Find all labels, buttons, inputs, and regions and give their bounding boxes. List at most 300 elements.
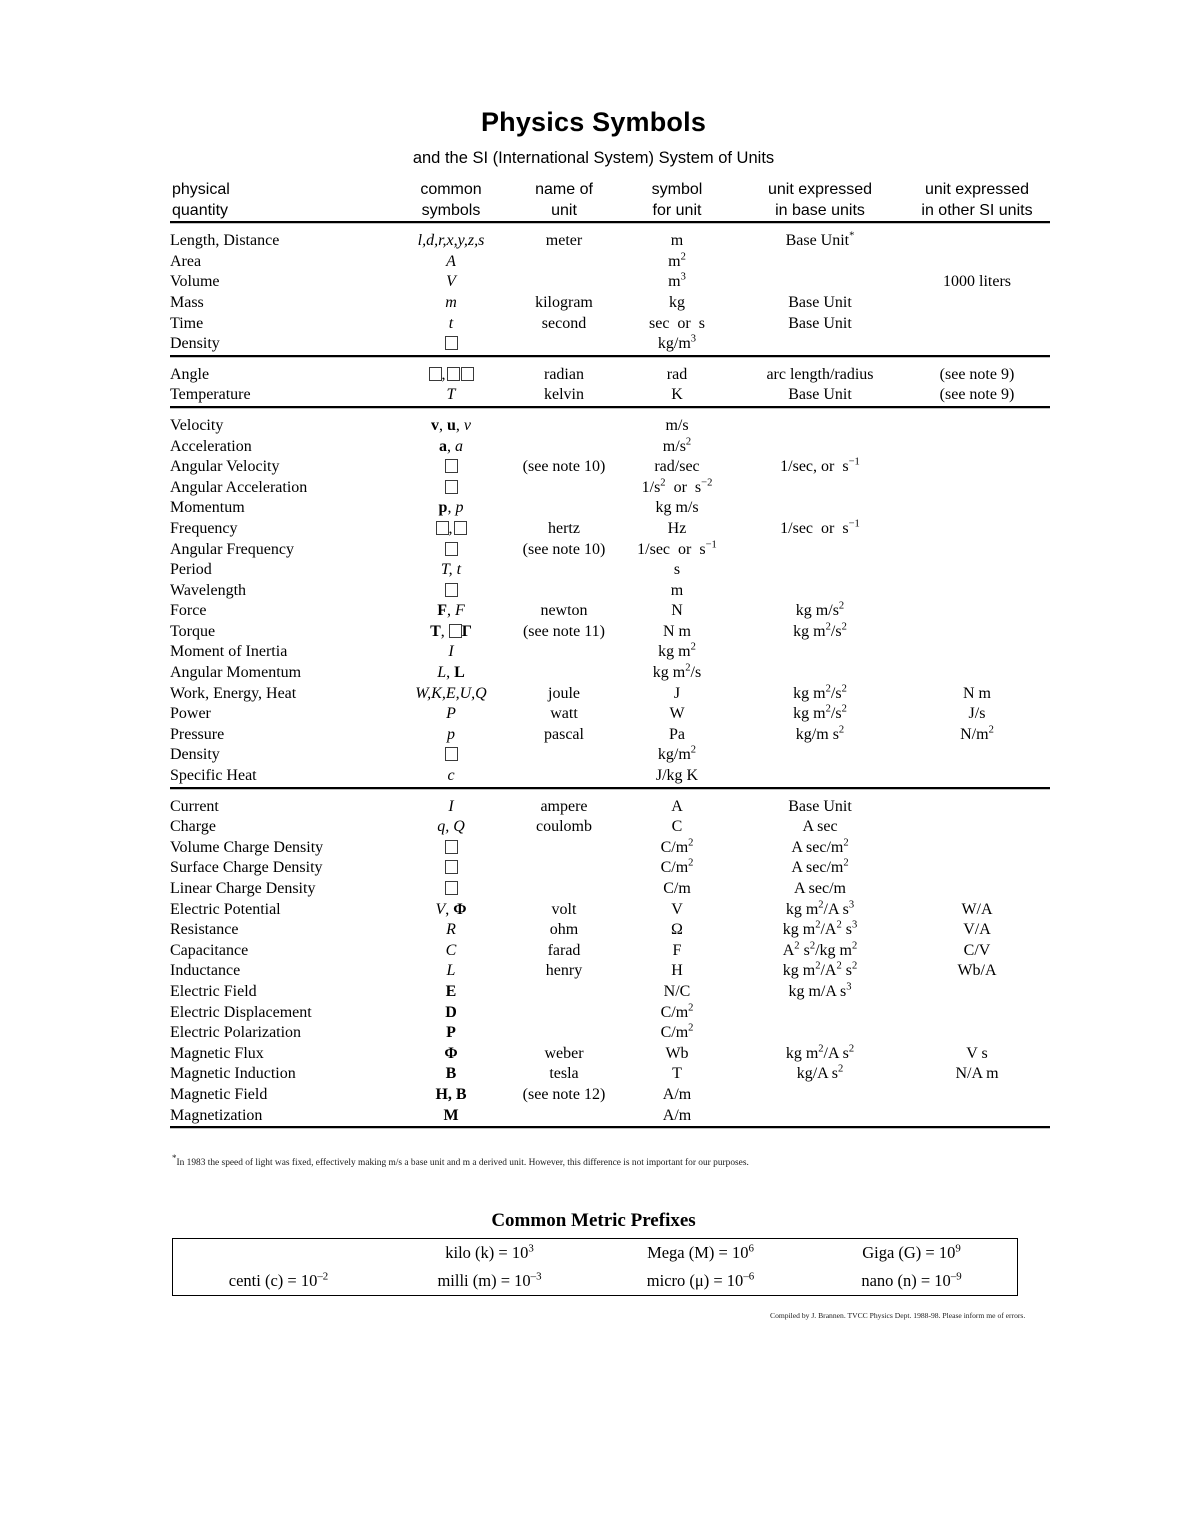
cell-unit-name bbox=[510, 437, 618, 458]
column-header-symbols bbox=[392, 180, 510, 222]
cell-other-units bbox=[904, 766, 1050, 787]
cell-unit-symbol: kg $m^2$ bbox=[658, 642, 696, 661]
table-row bbox=[170, 879, 1050, 900]
cell-base-units: 1/sec or $s^{-1}$ bbox=[780, 518, 860, 537]
cell-other-units: Wb/A bbox=[957, 962, 997, 980]
cell-unit-name bbox=[510, 766, 618, 787]
cell-quantity: Specific Heat bbox=[170, 767, 257, 785]
cell-quantity: Density bbox=[170, 335, 220, 353]
cell-unit-name: kilogram bbox=[535, 293, 593, 311]
cell-unit-symbol: F bbox=[672, 941, 682, 959]
cell-symbols bbox=[392, 858, 510, 879]
missing-glyph-box bbox=[445, 542, 458, 556]
cell-symbols: v, u, v bbox=[430, 416, 471, 434]
cell-unit-symbol: kg $m^2/s$ bbox=[652, 662, 702, 682]
cell-unit-name bbox=[510, 1106, 618, 1127]
prefix-cell-kilo: kilo $(k) = 10^3$ bbox=[445, 1242, 534, 1262]
cell-quantity: Magnetic Induction bbox=[170, 1065, 296, 1083]
cell-base-units: kg $m^2/s^2$ bbox=[793, 703, 847, 723]
cell-unit-name bbox=[510, 838, 618, 859]
missing-glyph-box bbox=[436, 521, 449, 535]
cell-symbols: p bbox=[447, 725, 455, 743]
cell-unit-symbol: $m^2$ bbox=[668, 251, 686, 270]
cell-other-units: J/s bbox=[968, 705, 986, 723]
cell-unit-name: hertz bbox=[548, 519, 580, 537]
cell-base-units bbox=[736, 498, 904, 519]
physics-symbols-table bbox=[170, 180, 1050, 1133]
cell-symbols: W,K,E,U,Q bbox=[415, 684, 487, 702]
cell-unit-symbol: $C/m^2$ bbox=[660, 837, 694, 856]
table-row bbox=[170, 704, 1050, 725]
cell-symbols bbox=[392, 457, 510, 478]
header-line-2: unit bbox=[551, 201, 577, 219]
cell-symbols: H, B bbox=[435, 1085, 467, 1103]
cell-base-units bbox=[736, 272, 904, 293]
cell-other-units bbox=[904, 293, 1050, 314]
cell-base-units bbox=[736, 560, 904, 581]
cell-unit-name bbox=[510, 272, 618, 293]
cell-other-units bbox=[904, 1003, 1050, 1024]
missing-glyph-box bbox=[445, 747, 458, 761]
cell-symbols: l,d,r,x,y,z,s bbox=[417, 232, 485, 250]
cell-unit-symbol: $C/m^2$ bbox=[660, 1022, 694, 1042]
cell-unit-symbol: W bbox=[669, 705, 685, 723]
cell-unit-symbol: sec or s bbox=[649, 314, 705, 332]
cell-base-units bbox=[736, 334, 904, 355]
cell-unit-symbol: m bbox=[670, 581, 684, 599]
cell-other-units bbox=[904, 416, 1050, 437]
table-row bbox=[170, 252, 1050, 273]
missing-glyph-box bbox=[445, 459, 458, 473]
cell-base-units bbox=[736, 1106, 904, 1127]
header-line-1: physical bbox=[172, 181, 230, 198]
cell-other-units: 1000 liters bbox=[943, 273, 1011, 291]
table-row bbox=[170, 766, 1050, 787]
cell-symbols bbox=[392, 334, 510, 355]
cell-unit-symbol: $m^3$ bbox=[668, 272, 686, 291]
table-row bbox=[170, 437, 1050, 458]
cell-unit-symbol: N m bbox=[663, 622, 691, 640]
cell-other-units: N m bbox=[963, 684, 991, 702]
cell-quantity: Mass bbox=[170, 293, 204, 311]
table-row bbox=[170, 1023, 1050, 1044]
cell-symbols: R bbox=[446, 921, 456, 939]
cell-base-units: $A^2$ $s^2/kg$ $m^2$ bbox=[782, 940, 858, 959]
table-row bbox=[170, 416, 1050, 437]
cell-other-units bbox=[904, 879, 1050, 900]
cell-unit-symbol: $m/s^2$ bbox=[662, 436, 692, 455]
cell-unit-name bbox=[510, 745, 618, 766]
page-subtitle: and the SI (International System) System of Units bbox=[412, 148, 775, 167]
cell-unit-name bbox=[510, 581, 618, 602]
cell-symbols: V, Φ bbox=[435, 900, 467, 918]
cell-unit-name bbox=[510, 416, 618, 437]
cell-quantity: Angular Frequency bbox=[170, 540, 294, 558]
cell-symbols: I bbox=[448, 643, 454, 661]
cell-other-units bbox=[904, 457, 1050, 478]
cell-quantity: Frequency bbox=[170, 519, 238, 537]
cell-other-units bbox=[904, 478, 1050, 499]
missing-glyph-box bbox=[429, 367, 442, 381]
cell-other-units bbox=[904, 797, 1050, 818]
cell-base-units bbox=[736, 663, 904, 684]
cell-symbols: p, p bbox=[438, 499, 464, 517]
cell-base-units: kg $m^2/A^2$ $s^2$ bbox=[782, 961, 858, 980]
cell-other-units bbox=[904, 1085, 1050, 1106]
prefix-cell-micro: micro $(\mu) = 10^{-6}$ bbox=[646, 1270, 755, 1290]
cell-other-units bbox=[904, 581, 1050, 602]
cell-unit-symbol: $1/s^2$ or $s^{-2}$ bbox=[641, 477, 713, 496]
cell-unit-symbol: H bbox=[671, 962, 683, 980]
table-row bbox=[170, 365, 1050, 386]
cell-unit-symbol: rad bbox=[666, 365, 688, 383]
table-row bbox=[170, 1085, 1050, 1106]
cell-quantity: Force bbox=[170, 602, 207, 620]
column-header-other-units bbox=[904, 180, 1050, 222]
cell-unit-symbol: m/s bbox=[665, 416, 689, 434]
table-row bbox=[170, 601, 1050, 622]
cell-base-units: A $\sec/m^2$ bbox=[791, 837, 849, 856]
cell-symbols bbox=[392, 745, 510, 766]
cell-unit-name: (see note 10) bbox=[522, 458, 606, 476]
table-header-row bbox=[170, 180, 1050, 222]
table-row bbox=[170, 385, 1050, 406]
cell-unit-name: watt bbox=[550, 705, 578, 723]
cell-symbols bbox=[392, 581, 510, 602]
cell-base-units bbox=[736, 252, 904, 273]
cell-unit-name: (see note 11) bbox=[522, 622, 606, 640]
cell-unit-symbol: A/m bbox=[662, 1106, 692, 1124]
cell-unit-symbol: Hz bbox=[667, 519, 687, 537]
cell-symbols: D bbox=[445, 1003, 457, 1021]
header-line-2: in other SI units bbox=[921, 201, 1033, 219]
prefix-cell-mega: Mega $(M) = 10^6$ bbox=[647, 1242, 754, 1262]
cell-quantity: Electric Potential bbox=[170, 900, 281, 918]
cell-quantity: Moment of Inertia bbox=[170, 643, 288, 661]
missing-glyph-box bbox=[461, 367, 474, 381]
table-bottom-rule bbox=[170, 1127, 1050, 1134]
cell-unit-name: joule bbox=[548, 684, 580, 702]
prefix-cell-milli: milli $(m) = 10^{-3}$ bbox=[437, 1270, 542, 1290]
cell-unit-symbol: N bbox=[671, 602, 683, 620]
cell-base-units bbox=[736, 581, 904, 602]
footnote-text: In 1983 the speed of light was fixed, effectively making m/s a base unit and m a derived unit. However, this difference is not important for our purposes. bbox=[176, 1158, 749, 1169]
cell-quantity: Inductance bbox=[170, 962, 241, 980]
cell-unit-name bbox=[510, 252, 618, 273]
cell-symbols: E bbox=[445, 982, 457, 1000]
cell-symbols: Φ bbox=[444, 1044, 458, 1062]
cell-unit-symbol: $kg/m^2$ bbox=[657, 745, 697, 764]
cell-unit-name bbox=[510, 879, 618, 900]
cell-base-units bbox=[736, 416, 904, 437]
table-row bbox=[170, 272, 1050, 293]
table-row bbox=[170, 334, 1050, 355]
cell-unit-symbol: A/m bbox=[662, 1085, 692, 1103]
cell-base-units: Base Unit bbox=[788, 314, 852, 332]
cell-other-units bbox=[904, 519, 1050, 540]
cell-unit-symbol: rad/sec bbox=[654, 458, 700, 476]
missing-glyph-box bbox=[445, 336, 458, 350]
cell-quantity: Angle bbox=[170, 365, 210, 383]
cell-unit-symbol: Wb bbox=[665, 1044, 689, 1062]
cell-unit-name bbox=[510, 982, 618, 1003]
cell-unit-symbol: s bbox=[673, 561, 681, 579]
cell-unit-name: farad bbox=[547, 941, 581, 959]
cell-base-units: kg m/A $s^3$ bbox=[788, 981, 852, 1000]
cell-other-units: V s bbox=[966, 1044, 988, 1062]
cell-quantity: Resistance bbox=[170, 921, 239, 939]
cell-symbols: T, t bbox=[440, 561, 462, 579]
cell-quantity: Electric Polarization bbox=[170, 1024, 302, 1042]
header-line-2: symbols bbox=[421, 201, 481, 219]
cell-unit-name bbox=[510, 560, 618, 581]
cell-unit-name: volt bbox=[551, 900, 577, 918]
cell-unit-symbol: K bbox=[671, 386, 683, 404]
cell-other-units bbox=[904, 560, 1050, 581]
cell-quantity: Electric Displacement bbox=[170, 1003, 312, 1021]
table-row bbox=[170, 540, 1050, 561]
cell-other-units bbox=[904, 314, 1050, 335]
cell-unit-name: (see note 10) bbox=[522, 540, 606, 558]
cell-quantity: Length, Distance bbox=[170, 232, 280, 250]
cell-base-units: kg $m/s^2$ bbox=[795, 600, 845, 620]
cell-base-units: kg $m^2/A^2$ $s^3$ bbox=[782, 919, 858, 939]
cell-quantity: Temperature bbox=[170, 386, 251, 404]
cell-symbols: t bbox=[448, 314, 454, 332]
cell-base-units: arc length/radius bbox=[766, 365, 874, 383]
cell-other-units: C/V bbox=[963, 941, 991, 959]
cell-quantity: Pressure bbox=[170, 725, 225, 743]
cell-symbols: T, Γ bbox=[430, 622, 472, 640]
prefix-cell-empty bbox=[173, 1239, 384, 1267]
cell-other-units bbox=[904, 437, 1050, 458]
cell-other-units bbox=[904, 601, 1050, 622]
cell-unit-name: (see note 12) bbox=[522, 1085, 606, 1103]
header-line-1: symbol bbox=[651, 181, 703, 198]
cell-unit-name bbox=[510, 1023, 618, 1044]
cell-symbols: L bbox=[446, 962, 456, 980]
cell-symbols: q, Q bbox=[437, 818, 465, 836]
cell-base-units: A $\sec/m^2$ bbox=[791, 858, 849, 877]
cell-unit-name: ohm bbox=[549, 921, 579, 939]
missing-glyph-box bbox=[445, 860, 458, 874]
cell-other-units bbox=[904, 334, 1050, 355]
cell-other-units bbox=[904, 817, 1050, 838]
cell-other-units bbox=[904, 745, 1050, 766]
table-row bbox=[170, 498, 1050, 519]
cell-unit-symbol: m bbox=[670, 232, 684, 250]
cell-other-units: N/A m bbox=[955, 1065, 999, 1083]
missing-glyph-box bbox=[449, 624, 462, 638]
page-title: Physics Symbols bbox=[480, 107, 707, 137]
cell-unit-symbol: J bbox=[673, 684, 681, 702]
cell-quantity: Angular Velocity bbox=[170, 458, 280, 476]
cell-unit-name: radian bbox=[544, 365, 584, 383]
cell-base-units: kg $m^2/s^2$ bbox=[793, 683, 847, 702]
cell-unit-symbol: T bbox=[672, 1065, 682, 1083]
cell-unit-name bbox=[510, 1003, 618, 1024]
cell-unit-name bbox=[510, 334, 618, 355]
cell-unit-name: newton bbox=[540, 602, 588, 620]
missing-glyph-box bbox=[454, 521, 467, 535]
cell-base-units: A sec bbox=[802, 818, 838, 836]
cell-symbols bbox=[392, 879, 510, 900]
cell-unit-name: tesla bbox=[549, 1065, 579, 1083]
cell-base-units: Base Unit bbox=[788, 797, 852, 815]
cell-other-units: (see note 9) bbox=[939, 365, 1015, 383]
table-row bbox=[170, 663, 1050, 684]
cell-unit-name: meter bbox=[545, 232, 583, 250]
cell-quantity: Acceleration bbox=[170, 437, 252, 455]
cell-other-units bbox=[904, 663, 1050, 684]
cell-base-units bbox=[736, 437, 904, 458]
cell-symbols: B bbox=[445, 1065, 457, 1083]
table-row bbox=[170, 478, 1050, 499]
cell-base-units bbox=[736, 1085, 904, 1106]
cell-quantity: Volume Charge Density bbox=[170, 838, 324, 856]
cell-quantity: Density bbox=[170, 746, 220, 764]
cell-unit-symbol: $kg/m^3$ bbox=[657, 333, 697, 353]
footnote-marker: * bbox=[172, 1153, 177, 1163]
cell-quantity: Surface Charge Density bbox=[170, 859, 323, 877]
cell-base-units: kg/A $s^2$ bbox=[796, 1064, 844, 1083]
table-row bbox=[170, 1106, 1050, 1127]
table-row bbox=[170, 684, 1050, 705]
table-row bbox=[170, 1064, 1050, 1085]
cell-other-units: $N/m^2$ bbox=[960, 724, 994, 743]
cell-unit-name bbox=[510, 858, 618, 879]
cell-base-units: kg/m $s^2$ bbox=[795, 724, 845, 743]
cell-symbols: I bbox=[448, 797, 454, 815]
table-row bbox=[170, 622, 1050, 643]
cell-quantity: Torque bbox=[170, 622, 216, 640]
missing-glyph-box bbox=[445, 840, 458, 854]
cell-symbols: m bbox=[445, 293, 457, 311]
cell-unit-name bbox=[510, 498, 618, 519]
cell-symbols: , bbox=[392, 519, 510, 540]
cell-base-units bbox=[736, 766, 904, 787]
cell-base-units: Base Unit* bbox=[785, 230, 855, 250]
cell-other-units bbox=[904, 642, 1050, 663]
table-row bbox=[170, 519, 1050, 540]
cell-symbols: M bbox=[443, 1106, 459, 1124]
header-line-2: for unit bbox=[652, 201, 702, 219]
table-row bbox=[170, 457, 1050, 478]
cell-unit-name bbox=[510, 478, 618, 499]
table-row bbox=[170, 797, 1050, 818]
cell-symbols bbox=[392, 478, 510, 499]
cell-base-units: 1/sec, or $s^{-1}$ bbox=[780, 456, 860, 476]
header-line-1: unit expressed bbox=[767, 181, 873, 198]
cell-symbols: A bbox=[446, 252, 456, 270]
cell-base-units: Base Unit bbox=[788, 293, 852, 311]
cell-other-units: V/A bbox=[963, 921, 991, 939]
header-line-2: in base units bbox=[775, 201, 865, 219]
cell-unit-name: second bbox=[541, 314, 587, 332]
cell-unit-symbol: kg bbox=[669, 293, 685, 311]
cell-base-units bbox=[736, 1003, 904, 1024]
table-row bbox=[170, 838, 1050, 859]
table-row bbox=[170, 725, 1050, 746]
column-header-base-units bbox=[736, 180, 904, 222]
cell-symbols bbox=[392, 838, 510, 859]
prefixes-title: Common Metric Prefixes bbox=[491, 1210, 696, 1231]
cell-quantity: Magnetization bbox=[170, 1106, 263, 1124]
table-row bbox=[170, 231, 1050, 252]
prefixes-row-positive bbox=[173, 1239, 1017, 1267]
cell-unit-name: weber bbox=[544, 1044, 584, 1062]
cell-unit-symbol: A bbox=[671, 797, 683, 815]
physics-symbols-table-wrapper bbox=[170, 180, 1050, 1133]
cell-unit-name bbox=[510, 663, 618, 684]
cell-other-units bbox=[904, 252, 1050, 273]
cell-symbols: L, L bbox=[437, 664, 465, 682]
cell-quantity: Power bbox=[170, 705, 211, 723]
table-row bbox=[170, 1003, 1050, 1024]
header-line-1: unit expressed bbox=[924, 181, 1030, 198]
cell-symbols: a, a bbox=[439, 437, 463, 455]
cell-symbols: P bbox=[446, 705, 456, 723]
compiler-credit: Compiled by J. Brannen. TVCC Physics Dept. 1988-98. Please inform me of errors. bbox=[770, 1311, 1026, 1320]
cell-unit-symbol: 1/sec or $s^{-1}$ bbox=[637, 539, 717, 558]
table-row bbox=[170, 900, 1050, 921]
cell-unit-symbol: N/C bbox=[663, 982, 691, 1000]
column-header-unit-name bbox=[510, 180, 618, 222]
cell-other-units bbox=[904, 540, 1050, 561]
missing-glyph-box bbox=[447, 367, 460, 381]
cell-symbols: c bbox=[447, 767, 455, 785]
cell-unit-symbol: C bbox=[671, 818, 683, 836]
cell-base-units bbox=[736, 478, 904, 499]
cell-quantity: Linear Charge Density bbox=[170, 880, 316, 897]
cell-base-units: Base Unit bbox=[788, 386, 852, 404]
table-row bbox=[170, 293, 1050, 314]
column-header-quantity bbox=[170, 180, 392, 222]
cell-unit-symbol: $C/m^2$ bbox=[660, 1002, 694, 1021]
cell-quantity: Angular Momentum bbox=[170, 664, 302, 682]
prefix-cell-centi: centi $(c) = 10^{-2}$ bbox=[228, 1270, 329, 1290]
cell-other-units bbox=[904, 1023, 1050, 1044]
cell-unit-symbol: Pa bbox=[669, 725, 685, 743]
cell-unit-name bbox=[510, 642, 618, 663]
cell-quantity: Capacitance bbox=[170, 941, 249, 959]
cell-unit-name: pascal bbox=[544, 725, 584, 743]
cell-unit-name: kelvin bbox=[544, 386, 584, 404]
cell-other-units bbox=[904, 982, 1050, 1003]
table-row bbox=[170, 920, 1050, 941]
prefixes-box bbox=[172, 1238, 1018, 1296]
cell-quantity: Magnetic Flux bbox=[170, 1044, 264, 1062]
table-row bbox=[170, 642, 1050, 663]
table-row bbox=[170, 982, 1050, 1003]
cell-unit-symbol: J/kg K bbox=[655, 767, 699, 785]
cell-symbols: T bbox=[446, 386, 456, 404]
cell-other-units bbox=[904, 498, 1050, 519]
cell-other-units: W/A bbox=[961, 900, 993, 918]
cell-unit-name: coulomb bbox=[536, 818, 592, 836]
cell-quantity: Current bbox=[170, 797, 219, 815]
header-line-1: name of bbox=[535, 181, 593, 198]
cell-other-units: (see note 9) bbox=[939, 386, 1015, 404]
cell-quantity: Magnetic Field bbox=[170, 1085, 268, 1103]
cell-unit-symbol: $C/m^2$ bbox=[660, 858, 694, 877]
cell-other-units bbox=[904, 622, 1050, 643]
cell-other-units bbox=[904, 1106, 1050, 1127]
cell-base-units: kg $m^2/s^2$ bbox=[793, 621, 847, 640]
table-row bbox=[170, 560, 1050, 581]
cell-base-units bbox=[736, 1023, 904, 1044]
cell-base-units: kg $m^2/A$ $s^3$ bbox=[785, 899, 855, 918]
